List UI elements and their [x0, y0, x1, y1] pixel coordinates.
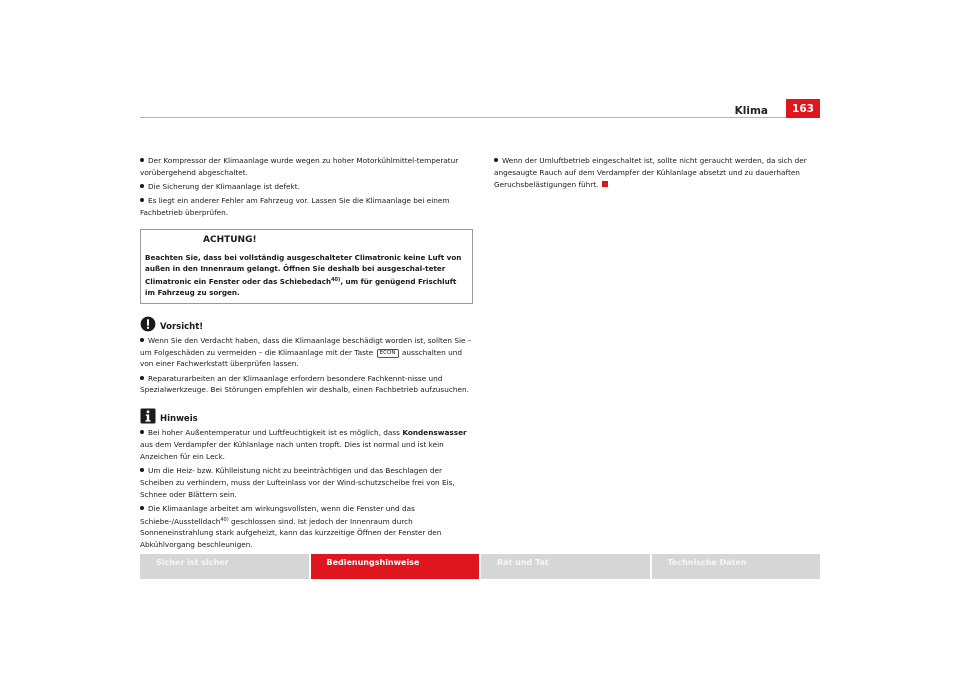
list-item: Wenn der Umluftbetrieb eingeschaltet ist, sollte nicht geraucht werden, da sich der angesaugte Rauch auf dem Verdampfer der Kühlanlage absetzt und zu dauerhaften Geruchsbelästigungen führt. — [494, 156, 807, 189]
list-item: Reparaturarbeiten an der Klimaanlage erfordern besondere Fachkennt-nisse und Spezialwerkzeuge. Bei Störungen empfehlen wir deshalb, einen Fachbetrieb aufzusuchen. — [140, 373, 469, 395]
warning-title: ACHTUNG! — [203, 234, 257, 245]
bullet-icon — [140, 430, 144, 434]
list-item: Die Sicherung der Klimaanlage ist defekt. — [140, 181, 473, 193]
tab-bedienungshinweise[interactable]: Bedienungshinweise — [311, 554, 480, 579]
caution-header — [140, 314, 473, 332]
right-column — [494, 155, 820, 193]
left-column — [140, 155, 473, 553]
section-end-icon — [602, 181, 608, 187]
list-item: Es liegt ein anderer Fehler am Fahrzeug vor. Lassen Sie die Klimaanlage bei einem Fachbetrieb überprüfen. — [140, 196, 450, 217]
list-item: Um die Heiz- bzw. Kühlleistung nicht zu beeinträchtigen und das Beschlagen der Scheiben zu verhindern, muss der Lufteinlass vor der Wind-schutzscheibe frei von Eis, Schnee oder Blättern sein. — [140, 465, 455, 499]
list-item: Die Klimaanlage arbeitet am wirkungsvollsten, wenn die Fenster und das Schiebe-/Ausstelldach$^{40)}$ geschlossen sind. Ist jedoch der Innenraum durch Sonneneinstrahlung stark aufgeheizt, kann das kurzzeitige Öffnen der Fenster den Abkühlvorgang beschleunigen. — [140, 503, 442, 550]
footer-nav — [140, 554, 820, 579]
page-number-badge: 163 — [786, 99, 820, 118]
bullet-icon — [140, 376, 144, 380]
bullet-icon — [140, 198, 144, 202]
page-title: Klima — [734, 105, 768, 117]
tab-rat-und-tat[interactable]: Rat und Tat — [481, 554, 650, 579]
info-note-icon — [140, 408, 156, 424]
warning-header — [141, 230, 466, 252]
note-header — [140, 406, 473, 424]
list-item: Bei hoher Außentemperatur und Luftfeuchtigkeit ist es möglich, dass Kondenswasser aus dem Verdampfer der Kühlanlage nach unten tropft. Dies ist normal und ist kein Anzeichen für ein Leck. — [140, 428, 467, 461]
warning-box — [140, 229, 473, 304]
warning-text: Beachten Sie, dass bei vollständig ausgeschalteter Climatronic keine Luft von außen in den Innenraum gelangt. Öffnen Sie deshalb bei ausgeschal-teter Climatronic ein Fenster oder das Schiebedach$^{40)}$, um für genügend Frischluft im Fahrzeug zu sorgen. — [145, 252, 462, 298]
bullet-icon — [140, 506, 144, 510]
caution-title: Vorsicht! — [160, 321, 204, 332]
bullet-icon — [494, 158, 498, 162]
bullet-icon — [140, 184, 144, 188]
tab-technische-daten[interactable]: Technische Daten — [652, 554, 821, 579]
warning-triangle-icon — [175, 232, 197, 250]
tab-sicher-ist-sicher[interactable]: Sicher ist sicher — [140, 554, 309, 579]
list-item: Wenn Sie den Verdacht haben, dass die Klimaanlage beschädigt worden ist, sollten Sie – um Folgeschäden zu vermeiden – die Klimaanlage mit der Taste ECON ausschalten und von einer Fachwerkstatt überprüfen lassen. — [140, 335, 472, 369]
econ-key-icon: ECON — [377, 349, 399, 358]
bullet-icon — [140, 158, 144, 162]
bullet-icon — [140, 338, 144, 342]
exclamation-circle-icon — [140, 316, 156, 332]
note-title: Hinweis — [160, 414, 198, 425]
bullet-icon — [140, 468, 144, 472]
list-item: Der Kompressor der Klimaanlage wurde wegen zu hoher Motorkühlmittel-temperatur vorübergehend abgeschaltet. — [140, 156, 459, 177]
header-rule — [140, 117, 820, 118]
